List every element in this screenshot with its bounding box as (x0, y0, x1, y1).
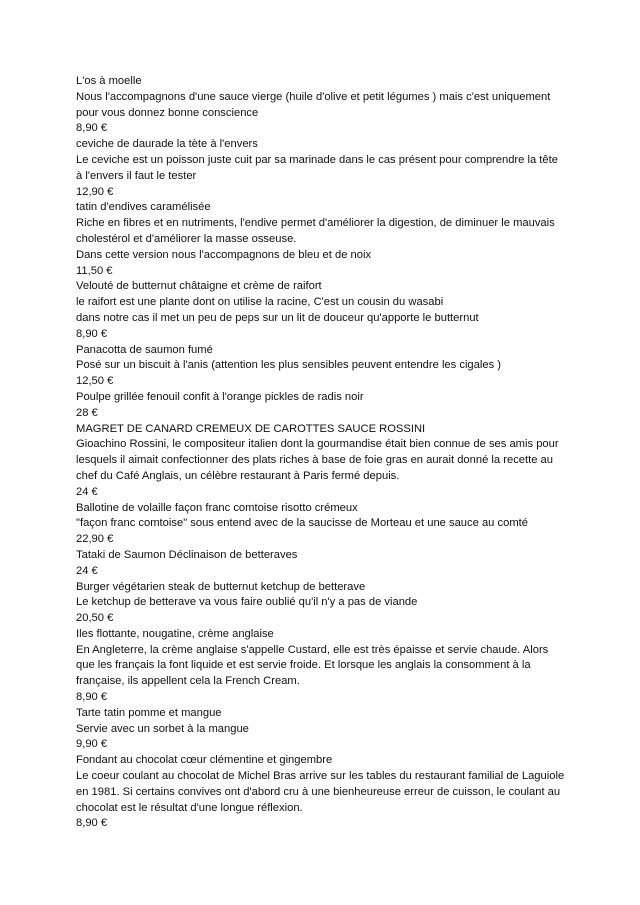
dish-price: 8,90 € (76, 327, 108, 340)
dish-price: 12,50 € (76, 375, 114, 388)
dish-name: L'os à moelle (76, 75, 142, 87)
dish-description: "façon franc comtoise" sous entend avec de la saucisse de Morteau et une sauce au comté (76, 517, 528, 530)
dish-name: Tarte tatin pomme et mangue (76, 706, 222, 719)
dish-price: 9,90 € (76, 738, 108, 751)
dish-name: Velouté de butternut châtaigne et crème de raifort (76, 280, 322, 293)
dish-price: 8,90 € (76, 817, 108, 830)
dish-description: Dans cette version nous l'accompagnons de bleu et de noix (76, 248, 372, 261)
dish-price: 11,50 € (76, 264, 113, 277)
dish-price: 12,90 € (76, 185, 114, 198)
dish-description: Posé sur un biscuit à l'anis (attention les plus sensibles peuvent entendre les cigales ) (76, 359, 502, 372)
dish-description: Servie avec un sorbet à la mangue (76, 722, 249, 735)
dish-name: tatin d'endives caramélisée (76, 201, 211, 214)
dish-name: Tataki de Saumon Déclinaison de betteraves (76, 548, 298, 561)
dish-description: Le coeur coulant au chocolat de Michel Bras arrive sur les tables du restaurant familial de Laguiole en 1981. Si certains convives ont d'abord cru à une bienheureuse erreur de cuisson, le coulant au chocolat est le résultat d'une longue réflexion. (76, 770, 565, 814)
dish-description: dans notre cas il met un peu de peps sur un lit de douceur qu'apporte le butternut (76, 311, 479, 324)
dish-description: Gioachino Rossini, le compositeur italien dont la gourmandise était bien connue de ses amis pour lesquels il aimait confectionner des plats riches à base de foie gras en aurait donné la recette au chef du Café Anglais, un célèbre restaurant à Paris fermé depuis. (76, 438, 559, 482)
dish-description: le raifort est une plante dont on utilise la racine, C'est un cousin du wasabi (76, 296, 444, 309)
dish-name: Burger végétarien steak de butternut ketchup de betterave (76, 580, 366, 593)
dish-name: Ballotine de volaille façon franc comtoise risotto crémeux (76, 501, 358, 514)
dish-name: Panacotta de saumon fumé (76, 343, 213, 356)
dish-name: MAGRET DE CANARD CREMEUX DE CAROTTES SAUCE ROSSINI (76, 422, 426, 435)
dish-price: 28 € (76, 406, 98, 419)
menu-document (76, 74, 566, 832)
dish-name: Iles flottante, nougatine, crème anglaise (76, 627, 274, 640)
dish-name: Poulpe grillée fenouil confit à l'orange pickles de radis noir (76, 390, 364, 403)
dish-price: 22,90 € (76, 533, 114, 546)
dish-price: 8,90 € (76, 122, 108, 135)
dish-description: Nous l'accompagnons d'une sauce vierge (huile d'olive et petit légumes ) mais c'est uniquement pour vous donnez bonne conscience (76, 90, 551, 119)
dish-price: 24 € (76, 485, 98, 498)
dish-description: Riche en fibres et en nutriments, l'endive permet d'améliorer la digestion, de diminuer le mauvais cholestérol et d'améliorer la masse osseuse. (76, 217, 555, 245)
dish-description: Le ceviche est un poisson juste cuit par sa marinade dans le cas présent pour comprendre la tête à l'envers il faut le tester (76, 153, 558, 182)
dish-price: 8,90 € (76, 691, 108, 704)
dish-price: 20,50 € (76, 612, 114, 625)
dish-name: ceviche de daurade la tète à l'envers (76, 138, 258, 151)
dish-description: Le ketchup de betterave va vous faire oublié qu'il n'y a pas de viande (76, 596, 418, 609)
dish-name: Fondant au chocolat cœur clémentine et gingembre (76, 754, 333, 767)
dish-description: En Angleterre, la crème anglaise s'appelle Custard, elle est très épaisse et servie chaude. Alors que les français la font liquide et est servie froide. Et lorsque les anglais la consomment à la française, ils appellent cela la French Cream. (76, 643, 549, 688)
dish-price: 24 € (76, 564, 98, 577)
